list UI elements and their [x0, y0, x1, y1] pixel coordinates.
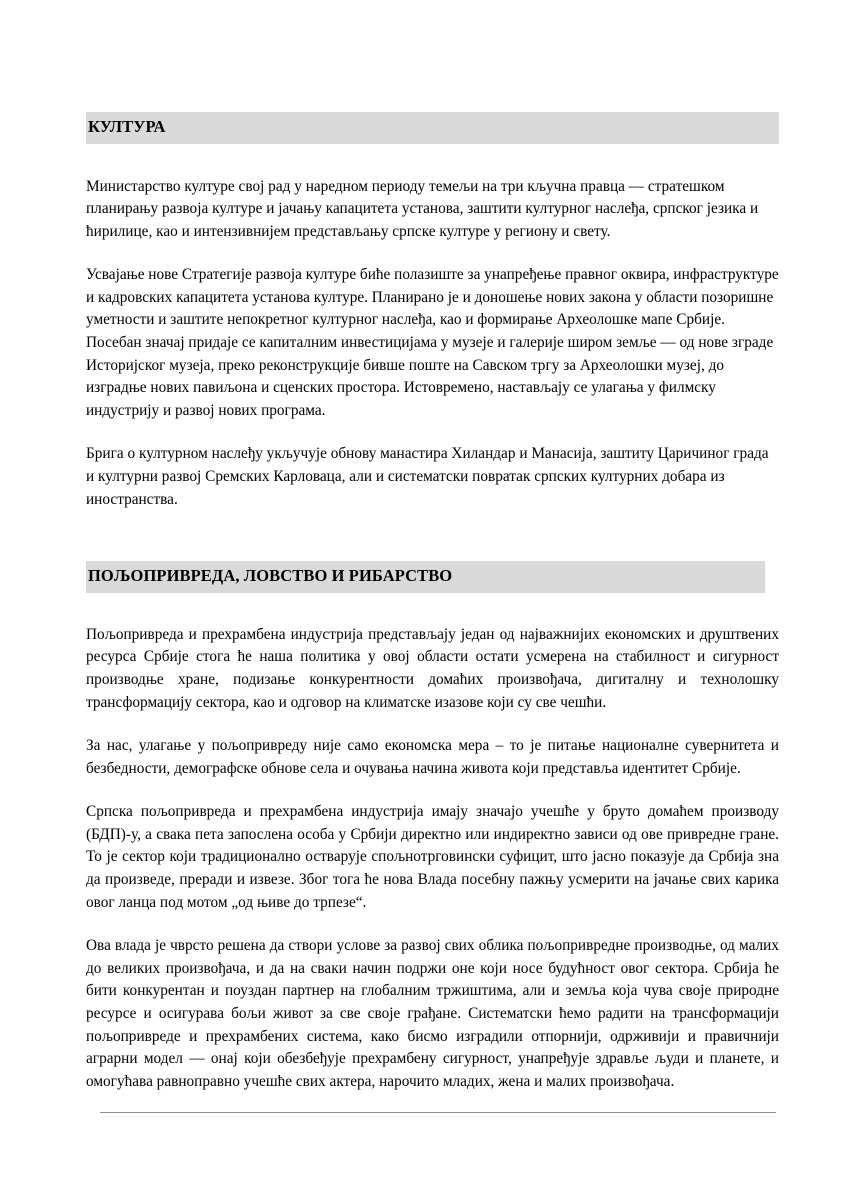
paragraph: Српска пољопривреда и прехрамбена индустрија имају значајо учешће у бруто домаћем производу (БДП)-у, а свака пета запослена особа у Србији директно или индиректно зависи од ове привредне гране. То је сектор који традиционално остварује спољнотрговински суфицит, што јасно показује да Србија зна да произведе, преради и извезе. Због тога ће нова Влада посебну пажњу усмерити на јачање свих карика овог ланца под мотом „од њиве до трпезе“. — [86, 803, 779, 911]
document-body — [86, 112, 779, 1093]
section-agriculture — [86, 561, 779, 1093]
footer-separator-rule — [100, 1112, 776, 1113]
paragraph: Пољопривреда и прехрамбена индустрија представљају један од најважнијих економских и друштвених ресурса Србије стога ће наша политика у овој области остати усмерена на стабилност и сигурност производње хране, подизање конкурентности домаћих произвођача, дигиталну и технолошку трансформацију сектора, као и одговор на климатске изазове који су све чешћи. — [86, 625, 779, 711]
paragraph: Усвајање нове Стратегије развоја културе биће полазиште за унапређење правног оквира, инфраструктуре и кадровских капацитета установа културе. Планирано је и доношење нових закона у области позоришне уметности и заштите непокретног културног наслеђа, као и формирање Археолошке мапе Србије. Посебан значај придаје се капиталним инвестицијама у музеје и галерије широм земље — од нове зграде Историјског музеја, преко реконструкције бивше поште на Савском тргу за Археолошки музеј, до изградње нових павиљона и сценских простора. Истовремено, настављају се улагања у филмску индустрију и развој нових програма. — [86, 266, 779, 419]
paragraph: Брига о културном наслеђу укључује обнову манастира Хиландар и Манасија, заштиту Царичиног града и културни развој Сремских Карловаца, али и систематски повратак српских културних добара из иностранства. — [86, 445, 769, 508]
section-agriculture-paragraphs — [86, 624, 779, 1094]
section-culture-paragraphs — [86, 176, 779, 512]
section-heading-culture: КУЛТУРА — [86, 112, 779, 144]
paragraph: Министарство културе свој рад у наредном периоду темељи на три кључна правца — стратешком планирању развоја културе и јачању капацитета установа, заштити културног наслеђа, српског језика и ћирилице, као и интензивнијем представљању српске културе у региону и свету. — [86, 177, 759, 240]
section-culture — [86, 112, 779, 511]
section-heading-agriculture: ПОЉОПРИВРЕДА, ЛОВСТВО И РИБАРСТВО — [86, 561, 765, 593]
paragraph: За нас, улагање у пољопривреду није само економска мера – то је питање националне сувернитета и безбедности, демографске обнове села и очувања начина живота који представља идентитет Србије. — [86, 737, 779, 777]
paragraph: Ова влада је чврсто решена да створи услове за развој свих облика пољопривредне производње, од малих до великих произвођача, и да на сваки начин подржи оне који носе будућност овог сектора. Србија ће бити конкурентан и поуздан партнер на глобалним тржиштима, али и земља која чува своје природне ресурсе и осигурава бољи живот за све своје грађане. Систематски ћемо радити на трансформацији пољопривреде и прехрамбених система, како бисмо изградили отпорнији, одрживији и правичнији аграрни модел — онај који обезбеђује прехрамбену сигурност, унапређује здравље људи и планете, и омогућава равноправно учешће свих актера, нарочито младих, жена и малих произвођача. — [86, 937, 779, 1090]
section-spacer — [86, 511, 779, 561]
